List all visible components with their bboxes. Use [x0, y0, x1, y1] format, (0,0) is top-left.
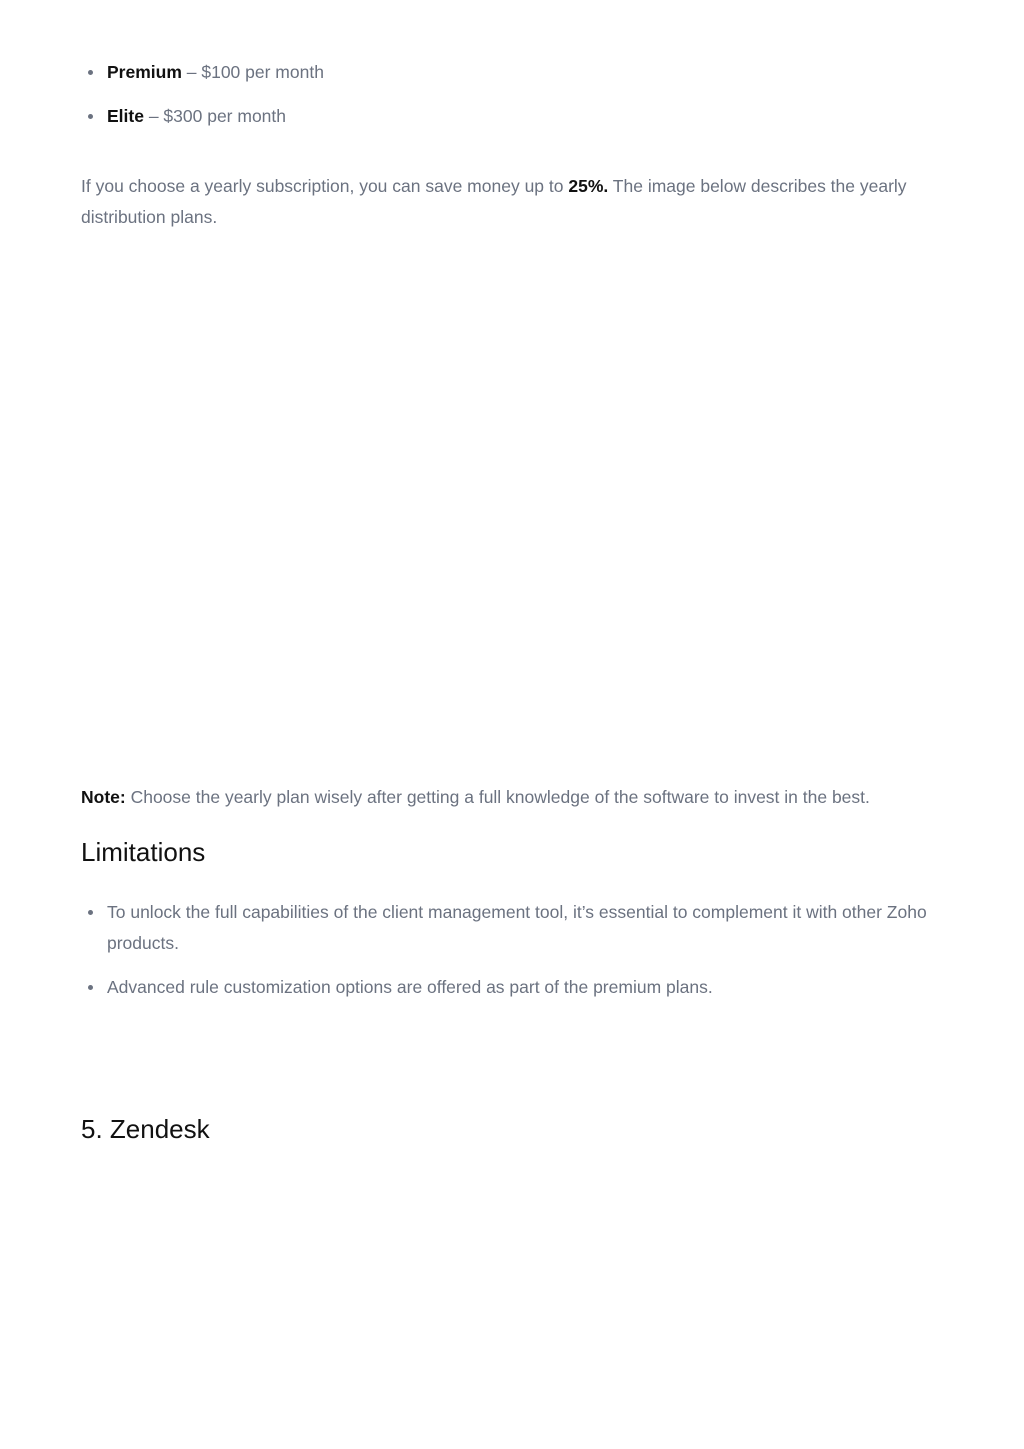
note-text: Choose the yearly plan wisely after getting a full knowledge of the software to invest in the best.	[125, 787, 870, 807]
pricing-image-placeholder	[81, 250, 961, 760]
list-item: To unlock the full capabilities of the client management tool, it’s essential to complement it with other Zoho products.	[107, 897, 987, 959]
yearly-discount: 25%.	[568, 176, 609, 196]
yearly-paragraph	[81, 171, 961, 233]
yearly-text-after: The image below describes the yearly distribution plans.	[81, 176, 907, 227]
note-label: Note:	[81, 787, 126, 807]
plan-price: – $300 per month	[143, 106, 287, 126]
list-item	[107, 57, 324, 88]
yearly-text-before: If you choose a yearly subscription, you can save money up to	[81, 176, 569, 196]
zendesk-heading: 5. Zendesk	[81, 1114, 210, 1144]
limitations-list	[81, 897, 987, 1016]
plan-name: Premium	[107, 62, 182, 82]
list-item	[107, 101, 324, 132]
plan-name: Elite	[107, 106, 144, 126]
limitations-heading: Limitations	[81, 837, 206, 867]
plan-price: – $100 per month	[181, 62, 324, 82]
note-paragraph	[81, 782, 961, 813]
pricing-list	[81, 57, 324, 145]
list-item: Advanced rule customization options are offered as part of the premium plans.	[107, 972, 987, 1003]
